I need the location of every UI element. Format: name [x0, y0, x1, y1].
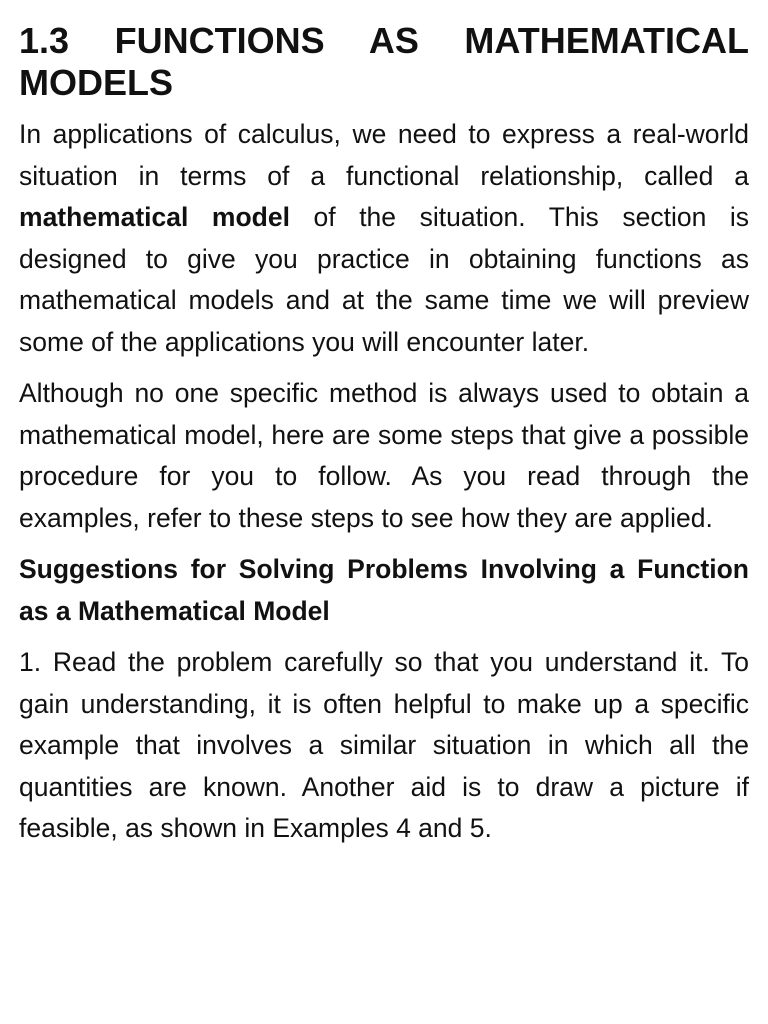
intro-text-start: In applications of calculus, we need to express a real-world situation in terms of a functional relationship, called a: [19, 119, 749, 191]
method-paragraph: Although no one specific method is always used to obtain a mathematical model, here are some steps that give a possible procedure for you to follow. As you read through the examples, refer to these steps to see how they are applied.: [19, 378, 749, 533]
suggestions-heading: Suggestions for Solving Problems Involving a Function as a Mathematical Model: [19, 554, 749, 626]
suggestion-step-1: 1. Read the problem carefully so that you understand it. To gain understanding, it is often helpful to make up a specific example that involves a similar situation in which all the quantities are known. Another aid is to draw a picture if feasible, as shown in Examples 4 and 5.: [19, 647, 749, 843]
intro-paragraph: [19, 114, 749, 363]
key-term-mathematical-model: mathematical model: [19, 202, 290, 232]
section-title: 1.3 FUNCTIONS AS MATHEMATICAL MODELS: [19, 20, 749, 103]
intro-text-end: of the situation. This section is designed to give you practice in obtaining functions as mathematical models and at the same time we will preview some of the applications you will encounter later.: [19, 202, 750, 357]
